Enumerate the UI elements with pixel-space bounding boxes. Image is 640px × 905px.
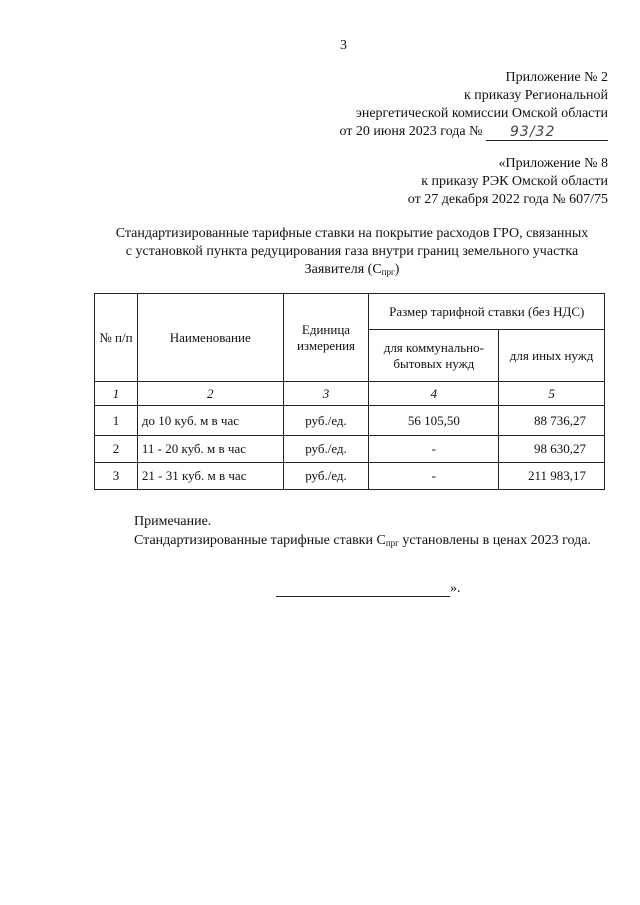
row-num: 3	[95, 463, 138, 490]
attachment-2-line3: энергетической комиссии Омской области	[355, 106, 608, 121]
row-name: до 10 куб. м в час	[137, 406, 283, 436]
header-num: № п/п	[95, 294, 138, 382]
attachment-8-line1: «Приложение № 8	[498, 156, 608, 171]
row-num: 2	[95, 436, 138, 463]
title-subscript: прг	[381, 267, 395, 277]
table-row	[95, 463, 605, 490]
handwritten-order-number: 93/32	[510, 124, 556, 140]
title-line3-end: )	[394, 262, 400, 277]
index-cell: 5	[499, 382, 605, 406]
attachment-2-line2: к приказу Региональной	[463, 88, 608, 103]
header-rate: Размер тарифной ставки (без НДС)	[369, 294, 605, 330]
row-other: 98 630,27	[499, 436, 605, 463]
title-line2: с установкой пункта редуцирования газа внутри границ земельного участка	[125, 244, 579, 259]
table-row	[95, 406, 605, 436]
attachment-2-line4	[339, 123, 608, 141]
index-row	[95, 382, 605, 406]
note-label: Примечание.	[134, 514, 212, 529]
note-text	[98, 531, 604, 553]
note-subscript: прг	[385, 538, 399, 548]
order-date-text: от 20 июня 2023 года №	[339, 124, 483, 139]
index-cell: 1	[95, 382, 138, 406]
index-cell: 4	[369, 382, 499, 406]
row-num: 1	[95, 406, 138, 436]
attachment-2-header	[339, 69, 608, 141]
row-communal: -	[369, 436, 499, 463]
closing-line	[276, 580, 461, 597]
note-text-after: установлены в ценах 2023 года.	[398, 533, 591, 548]
attachment-2-line1: Приложение № 2	[505, 70, 608, 85]
header-unit: Единица измерения	[283, 294, 369, 382]
index-cell: 3	[283, 382, 369, 406]
row-unit: руб./ед.	[283, 463, 369, 490]
closing-quote: ».	[450, 581, 461, 596]
header-communal: для коммунально-бытовых нужд	[369, 330, 499, 382]
row-other: 88 736,27	[499, 406, 605, 436]
row-other: 211 983,17	[499, 463, 605, 490]
index-cell: 2	[137, 382, 283, 406]
note-text-before: Стандартизированные тарифные ставки С	[134, 533, 386, 548]
table-row	[95, 436, 605, 463]
header-other: для иных нужд	[499, 330, 605, 382]
row-name: 21 - 31 куб. м в час	[137, 463, 283, 490]
signature-line	[276, 580, 450, 597]
row-name: 11 - 20 куб. м в час	[137, 436, 283, 463]
attachment-8-header	[408, 155, 608, 209]
row-communal: -	[369, 463, 499, 490]
header-name: Наименование	[137, 294, 283, 382]
order-number-field	[486, 124, 608, 141]
row-unit: руб./ед.	[283, 436, 369, 463]
title-line3-text: Заявителя (С	[304, 262, 382, 277]
attachment-8-line2: к приказу РЭК Омской области	[421, 174, 608, 189]
title-line3	[86, 261, 618, 281]
tariff-table	[94, 293, 605, 490]
row-communal: 56 105,50	[369, 406, 499, 436]
title-line1: Стандартизированные тарифные ставки на покрытие расходов ГРО, связанных	[115, 226, 589, 241]
document-title	[86, 225, 618, 281]
row-unit: руб./ед.	[283, 406, 369, 436]
attachment-8-line3: от 27 декабря 2022 года № 607/75	[407, 192, 608, 207]
page-number: 3	[340, 38, 347, 53]
